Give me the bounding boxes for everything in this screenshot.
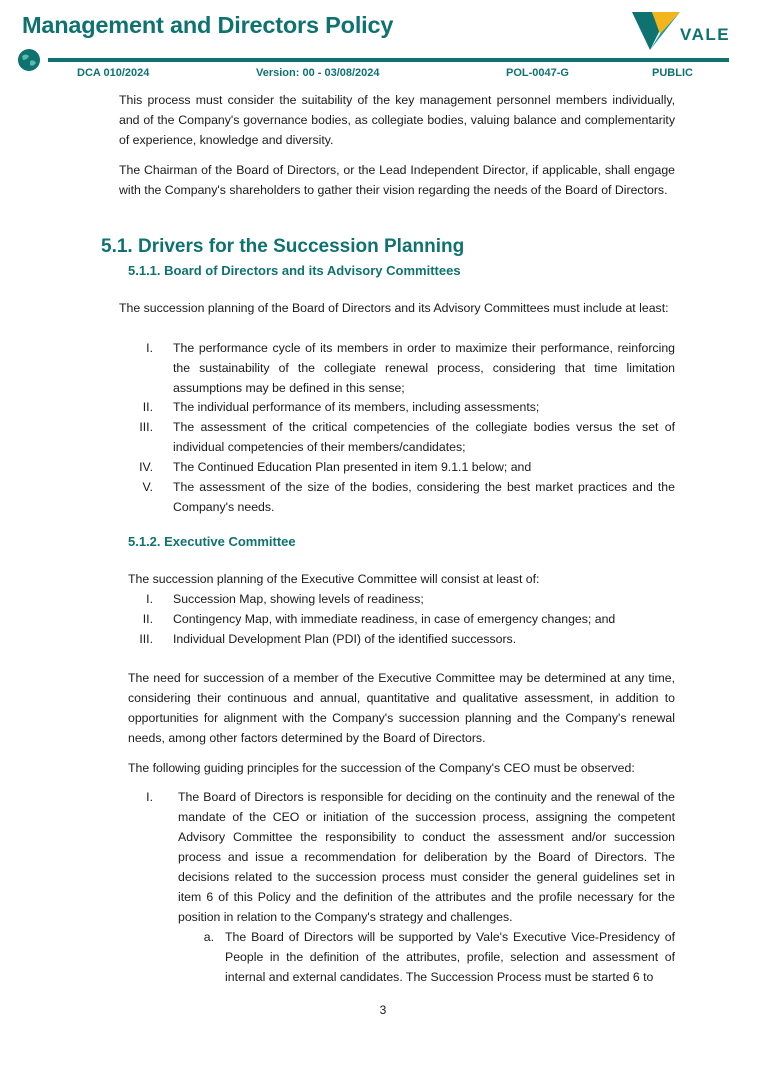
page-number: 3 — [379, 1003, 387, 1017]
list-item-number: V. — [142, 480, 153, 494]
paragraph-chairman: The Chairman of the Board of Directors, or the Lead Independent Director, if applicable, shall engage with the Company's shareholders to gather their vision regarding the needs of the Board of Directors. — [119, 163, 675, 197]
list-item: Succession Map, showing levels of readiness; — [173, 592, 424, 606]
sub-item: The Board of Directors will be supported by Vale's Executive Vice-Presidency of People in the definition of the attributes, profile, selection and assessment of internal and external candidates. The Succession Process must be started 6 to — [225, 930, 675, 984]
list-item-number: III. — [139, 420, 153, 434]
list-item: The performance cycle of its members in order to maximize their performance, reinforcing the sustainability of the collegiate renewal process, considering that time limitation assumptions may be defined in this sense; — [173, 341, 675, 395]
list-item-number: III. — [139, 632, 153, 646]
logo-wordmark: VALE — [680, 25, 731, 44]
list-item-number: I. — [146, 790, 153, 804]
list-item: The assessment of the critical competencies of the collegiate bodies versus the set of individual competencies of their members/candidates; — [173, 420, 675, 454]
list-item-number: II. — [142, 400, 153, 414]
list-item: The Continued Education Plan presented in item 9.1.1 below; and — [173, 460, 532, 474]
list-item-number: I. — [146, 592, 153, 606]
globe-icon — [17, 48, 41, 72]
paragraph-exec-planning: The succession planning of the Executive Committee will consist at least of: — [128, 572, 540, 586]
header-rule — [48, 58, 729, 62]
list-item: The Board of Directors is responsible for deciding on the continuity and the renewal of the mandate of the CEO or initiation of the succession process, assigning the competent Advisory Committee the responsibility to conduct the assessment and/or succession process and issue a recommendation for deliberation by the Board of Directors. The decisions related to the succession process must consider the general guidelines set in item 6 of this Policy and the definition of the attributes and the profile necessary for the position in relation to the Company's strategy and challenges. — [178, 790, 675, 924]
subsection-heading-5-1-2: 5.1.2. Executive Committee — [128, 534, 296, 549]
section-heading-5-1: 5.1. Drivers for the Succession Planning — [101, 236, 465, 257]
list-item: Contingency Map, with immediate readiness, in case of emergency changes; and — [173, 612, 616, 626]
dca-number: DCA 010/2024 — [77, 67, 150, 79]
list-item: Individual Development Plan (PDI) of the identified successors. — [173, 632, 517, 646]
classification-label: PUBLIC — [652, 67, 693, 79]
paragraph-board-planning: The succession planning of the Board of Directors and its Advisory Committees must include at least: — [119, 301, 669, 315]
page-title: Management and Directors Policy — [22, 12, 394, 38]
version-label: Version: 00 - 03/08/2024 — [256, 67, 380, 79]
subsection-heading-5-1-1: 5.1.1. Board of Directors and its Advisory Committees — [128, 263, 461, 278]
paragraph-suitability: This process must consider the suitability of the key management personnel members individually, and of the Company's governance bodies, as collegiate bodies, valuing balance and complementarity of experience, knowledge and diversity. — [119, 93, 675, 147]
policy-code: POL-0047-G — [506, 67, 569, 79]
list-item: The individual performance of its members, including assessments; — [173, 400, 540, 414]
list-item-number: IV. — [139, 460, 153, 474]
list-item: The assessment of the size of the bodies, considering the best market practices and the Company's needs. — [173, 480, 675, 514]
sub-item-letter: a. — [203, 930, 214, 944]
paragraph-exec-succession: The need for succession of a member of the Executive Committee may be determined at any time, considering their continuous and annual, quantitative and qualitative assessment, in addition to opportunities for alignment with the Company's succession planning and the Company's renewal needs, among other factors determined by the Board of Directors. — [128, 671, 675, 745]
paragraph-ceo-principles: The following guiding principles for the succession of the Company's CEO must be observed: — [128, 761, 635, 775]
list-item-number: I. — [146, 341, 153, 355]
list-item-number: II. — [142, 612, 153, 626]
